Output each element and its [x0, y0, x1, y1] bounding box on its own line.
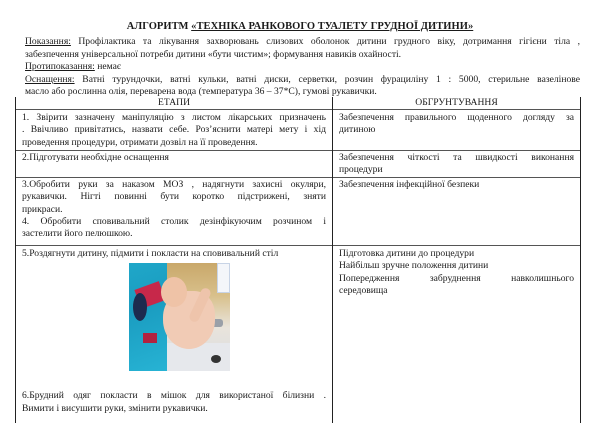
- algorithm-table: [15, 97, 581, 423]
- title-quoted: «ТЕХНІКА РАНКОВОГО ТУАЛЕТУ ГРУДНОЇ ДИТИНИ»: [191, 21, 474, 32]
- stage-line: 2.Підготувати необхідне оснащення: [22, 152, 169, 163]
- stage-line: 5.Роздягнути дитину, підмити і покласти на сповивальний стіл: [22, 247, 279, 259]
- bottle-shape: [217, 263, 230, 293]
- stage-line: 4. Обробити сповивальний столик дезінфікуючим розчином і: [22, 216, 326, 228]
- reason-line: процедури: [339, 164, 383, 176]
- towel-pattern: [143, 333, 157, 343]
- contraindications-label: Протипоказання:: [25, 61, 95, 72]
- reason-line: Забезпечення правильного щоденного догляду за: [339, 112, 574, 123]
- reason-cell: [333, 110, 581, 151]
- reason-line: дитиною: [339, 124, 376, 136]
- indications-label: Показання:: [25, 36, 71, 47]
- contraindications: [25, 61, 580, 74]
- reason-line: Забезпечення інфекційної безпеки: [339, 178, 480, 190]
- table-row: [16, 151, 581, 178]
- equipment-line-1: [25, 74, 580, 87]
- table-row: [16, 245, 581, 423]
- reason-cell: [333, 245, 581, 423]
- baby-washing-photo: [129, 263, 230, 371]
- stage-line: 6.Брудний одяг покласти в мішок для використаної білизни .: [22, 390, 326, 402]
- indications-line-2: забезпечення універсальної потреби дитини «бути чистим»; формування навиків охайності.: [25, 48, 402, 60]
- reason-line: середовища: [339, 285, 388, 297]
- header-stages: ЕТАПИ: [16, 97, 333, 110]
- stage-line: . Ввічливо привітатись, назвати себе. Роз’яснити матері мету і хід: [22, 124, 326, 136]
- title-prefix: АЛГОРИТМ: [126, 21, 192, 32]
- reason-line: Забезпечення чіткості та швидкості виконання: [339, 152, 574, 163]
- stage-cell: [16, 245, 333, 423]
- contraindications-value: немає: [94, 61, 122, 72]
- table-row: [16, 177, 581, 245]
- stage-line: 1. Звірити зазначену маніпуляцію з листом лікарських призначень: [22, 112, 326, 123]
- stage-line: проведення процедури, отримати дозвіл на її проведення.: [22, 136, 258, 148]
- equipment-line-2: масло або рослинна олія, переварена вода (температура 36 – 37*С), гумові рукавички.: [25, 86, 377, 97]
- table-header-row: [16, 97, 581, 110]
- table-row: [16, 110, 581, 151]
- equipment-label: Оснащення:: [25, 73, 75, 85]
- stage-cell: [16, 177, 333, 245]
- reason-cell: [333, 177, 581, 245]
- indications-line-1: [25, 36, 580, 49]
- header-justification: ОБГРУНТУВАННЯ: [333, 97, 581, 110]
- stage-line: Вимити і висушити руки, змінити рукавички.: [22, 402, 208, 414]
- stage-line: рукавички. Нігті повинні бути коротко підстрижені, зняти: [22, 191, 326, 203]
- stage-6: [22, 390, 326, 415]
- document-title: [0, 21, 600, 32]
- reason-line: Попередження забруднення навколишнього: [339, 272, 574, 284]
- stage-line: застелити його пелюшкою.: [22, 228, 133, 240]
- baby-head-shape: [161, 277, 187, 307]
- indications-text-1: Профілактика та лікування захворювань слизових оболонок дитини грудного віку, дотримання гігієни тіла ,: [70, 36, 580, 47]
- towel-pattern: [133, 293, 147, 321]
- stage-cell: [16, 110, 333, 151]
- stage-line: прикраси.: [22, 203, 63, 215]
- reason-cell: [333, 151, 581, 178]
- stage-cell: [16, 151, 333, 178]
- reason-line: Найбільш зручне положення дитини: [339, 260, 489, 272]
- stage-line: 3.Обробити руки за наказом МОЗ , надягнути захисні окуляри,: [22, 178, 326, 190]
- reason-line: Підготовка дитини до процедури: [339, 247, 475, 259]
- equipment-text-1: Ватні турундочки, ватні кульки, ватні диски, серветки, розчин фурациліну 1 : 5000, стерильне вазелінове: [74, 73, 580, 85]
